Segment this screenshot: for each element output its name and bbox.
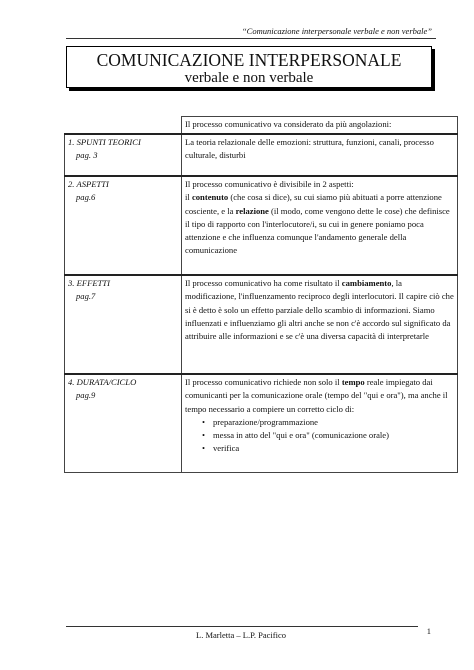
section-description: Il processo comunicativo ha come risultato il cambiamento, la modificazione, l'influenzamento reciproco degli interlocutori. Il capire ciò che si è detto è solo un effetto parziale dello scambio di informazioni. Siamo influenzati e influenziamo gli altri anche se non c'è accordo sul significato da attribuire alle informazioni e se c'è una diversa capacità di interpretarle [182, 275, 458, 374]
section-page: pag.6 [76, 192, 96, 203]
list-item: • preparazione/programmazione [185, 416, 454, 429]
content-table [64, 116, 458, 473]
keyword-content: contenuto [191, 192, 229, 203]
section-name: 3. EFFETTI [68, 278, 111, 289]
footer-rule [66, 626, 418, 627]
section-name: 4. DURATA/CICLO [68, 377, 137, 388]
section-description: La teoria relazionale delle emozioni: struttura, funzioni, canali, processo culturale, disturbi [182, 134, 458, 176]
title-subtitle: verbale e non verbale [184, 70, 314, 86]
list-item: • messa in atto del "qui e ora" (comunicazione orale) [185, 429, 454, 442]
header-rule [66, 38, 436, 39]
keyword-time: tempo [341, 377, 365, 388]
section-page: pag.9 [76, 390, 96, 401]
section-name: 1. SPUNTI TEORICI [68, 137, 141, 148]
table-row [65, 176, 458, 275]
table-row [65, 275, 458, 374]
footer-authors: L. Marletta – L.P. Pacifico [196, 630, 286, 640]
table-row [65, 134, 458, 176]
title-main: COMUNICAZIONE INTERPERSONALE [96, 50, 402, 70]
keyword-change: cambiamento [341, 278, 392, 289]
table-row [65, 374, 458, 473]
section-name: 2. ASPETTI [68, 179, 109, 190]
table-intro-row [65, 117, 458, 135]
section-page: pag.7 [76, 291, 96, 302]
page-number: 1 [426, 626, 431, 636]
section-page: pag. 3 [76, 150, 98, 161]
table-intro: Il processo comunicativo va considerato da più angolazioni: [182, 117, 458, 135]
section-description: Il processo comunicativo è divisibile in 2 aspetti: il contenuto (che cosa si dice), su cui siamo più abituati a porre attenzione cosciente, e la relazione (il modo, come vengono dette le cose) che definisce il tipo di rapporto con l'interlocutore/i, su cui in genere poniamo poca attenzione e che influenza comunque l'andamento generale della comunicazione [182, 176, 458, 275]
section-description: Il processo comunicativo richiede non solo il tempo reale impiegato dai comunicanti per la comunicazione orale (tempo del "qui e ora"), ma anche il tempo necessario a compiere un corretto ciclo di: • preparazione/programmazione • messa in atto del "qui e ora" (comunicazione orale) • verifica [182, 374, 458, 473]
cycle-list [185, 416, 454, 456]
title-box [66, 46, 432, 88]
keyword-relation: relazione [235, 205, 269, 216]
list-item: • verifica [185, 442, 454, 455]
running-header: “Comunicazione interpersonale verbale e non verbale” [241, 26, 432, 36]
